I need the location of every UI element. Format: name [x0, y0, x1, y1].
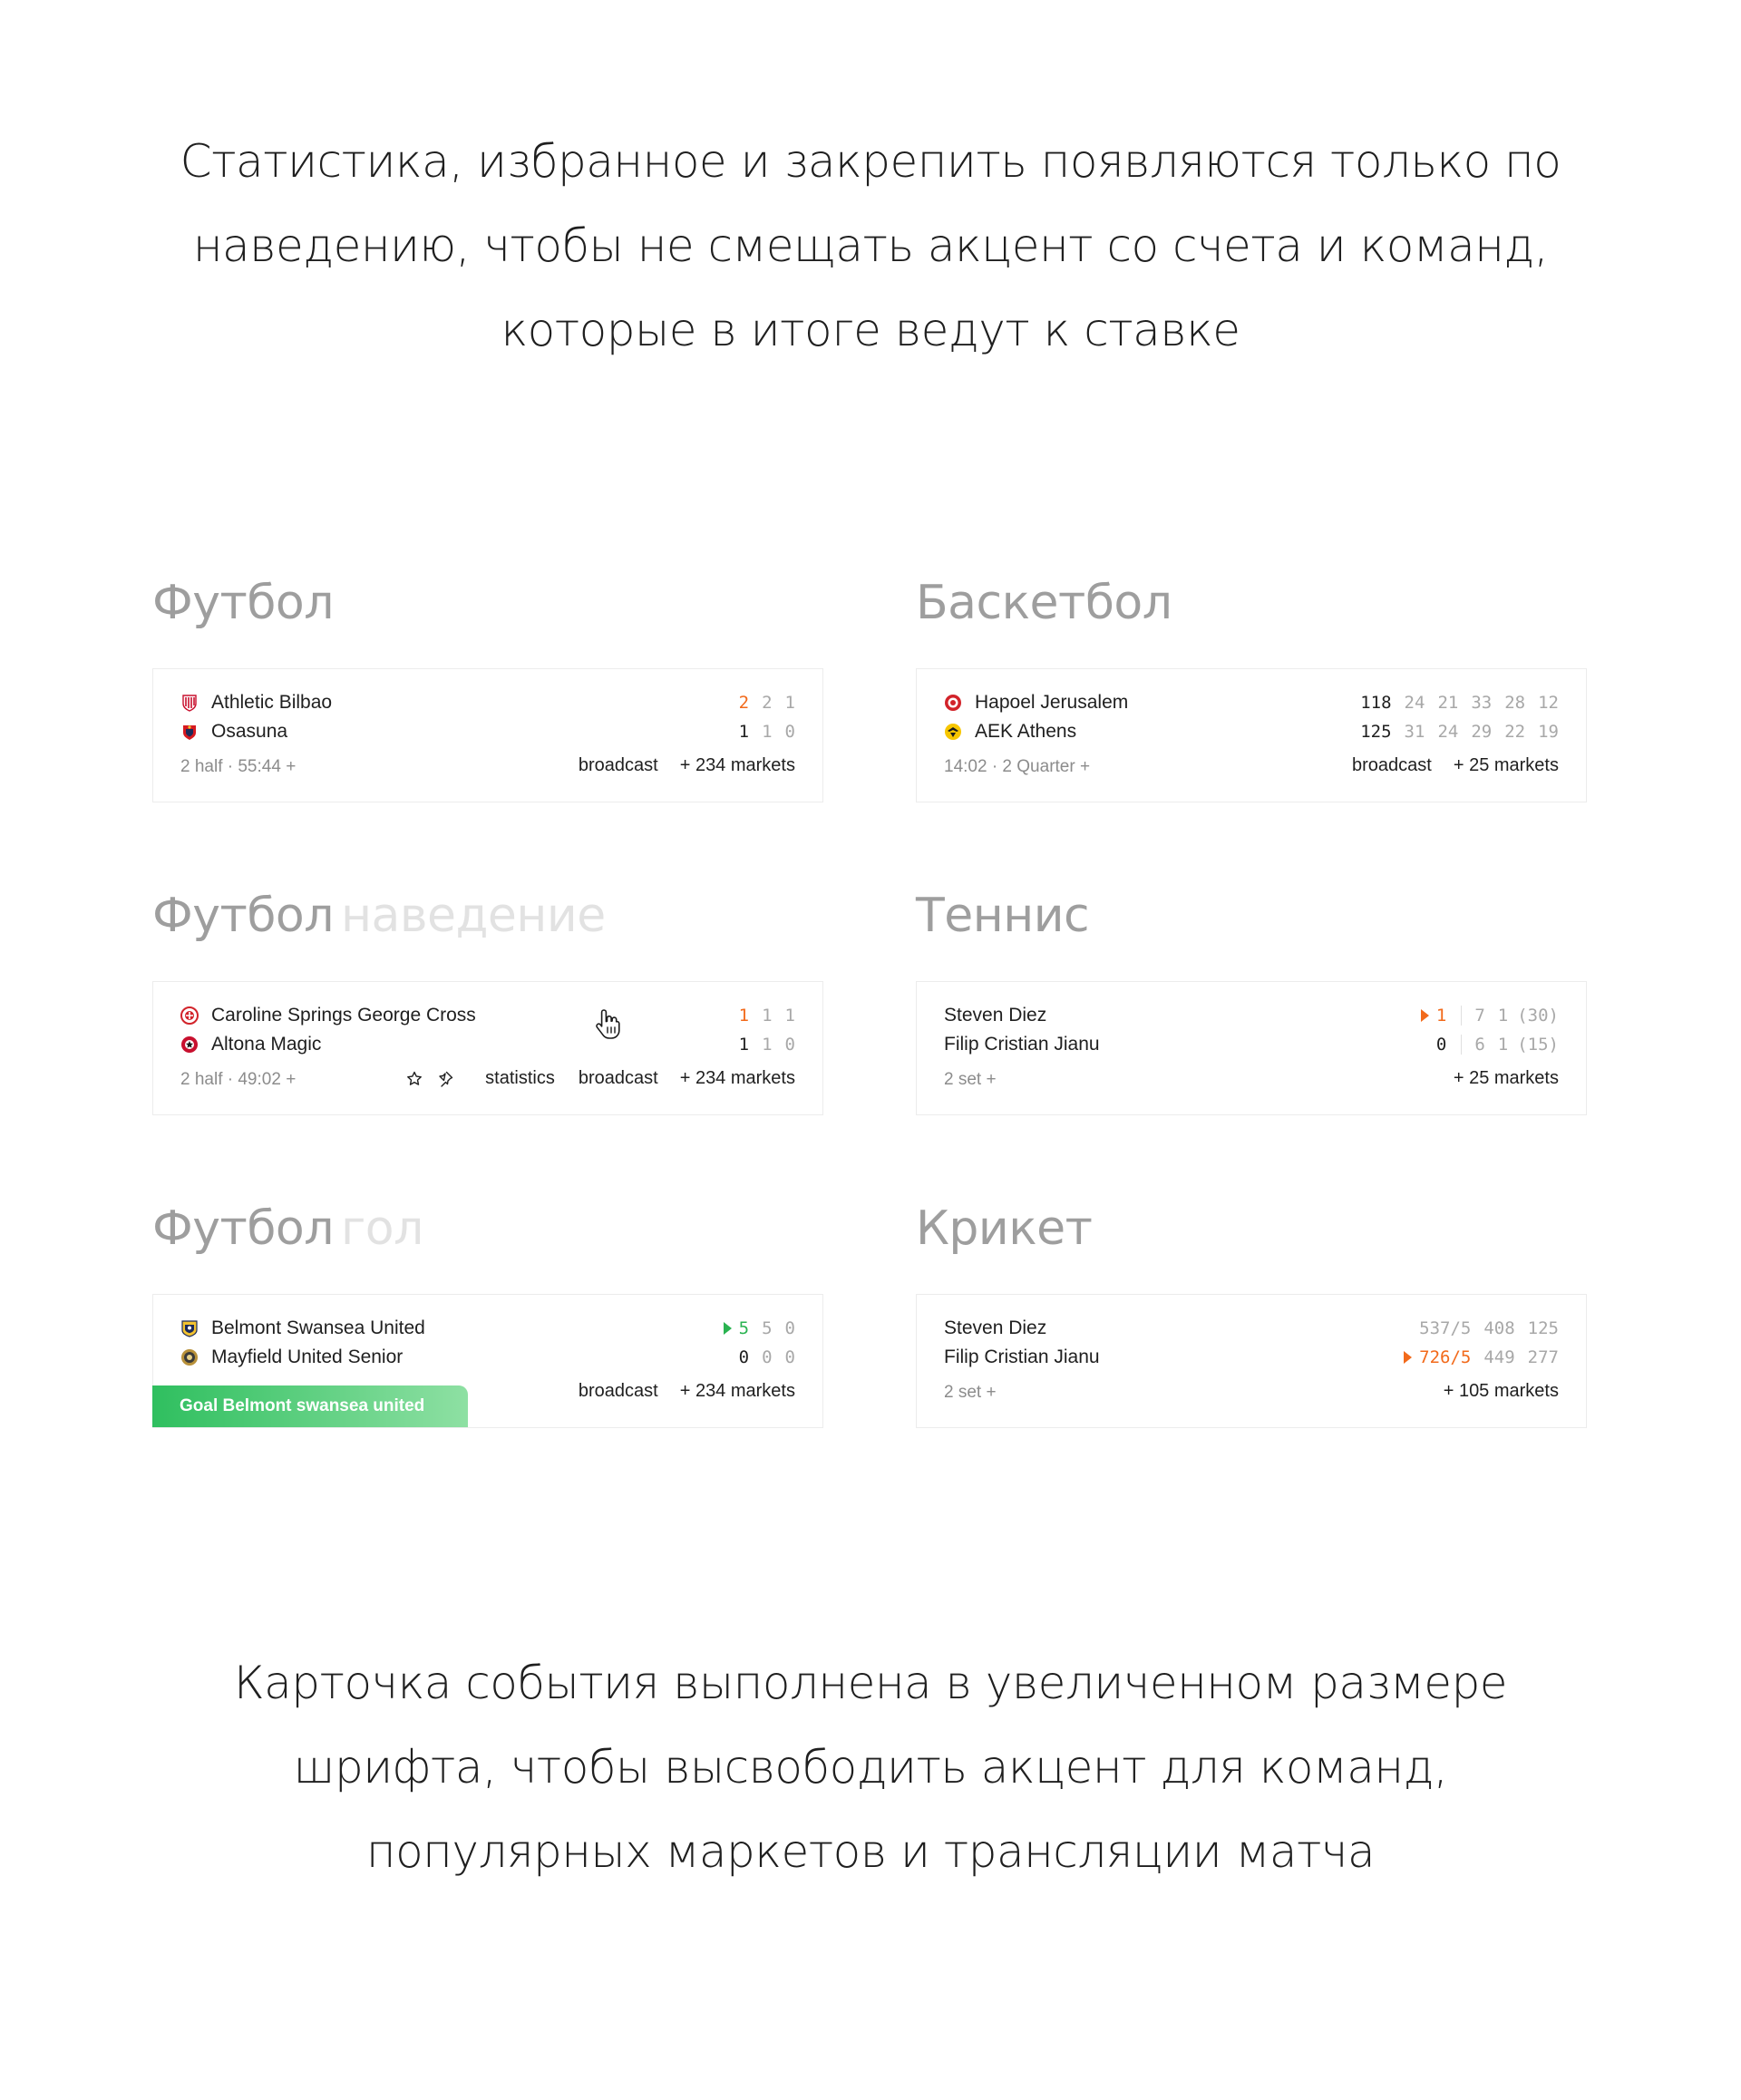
mayfield-united-logo-icon: [180, 1348, 199, 1366]
event-card-basketball[interactable]: [916, 668, 1587, 802]
event-card-football[interactable]: [152, 668, 823, 802]
caption-line: Карточка события выполнена в увеличенном размере: [233, 1657, 1508, 1709]
team-row[interactable]: [180, 1004, 476, 1027]
player-name: Steven Diez: [944, 1317, 1047, 1338]
section-subtitle: наведение: [340, 889, 606, 943]
markets-link[interactable]: + 234 markets: [679, 1381, 795, 1401]
section-title-basketball: Баскетбол: [916, 576, 1172, 630]
card-actions: [1432, 1068, 1559, 1089]
caption-line: популярных маркетов и трансляции матча: [365, 1825, 1376, 1878]
score-row: 0 0 0: [738, 1347, 795, 1367]
goal-indicator-icon: [724, 1322, 732, 1335]
team-name: Altona Magic: [211, 1034, 322, 1055]
goal-notification-banner: Goal Belmont swansea united: [152, 1385, 468, 1427]
team-name: Caroline Springs George Cross: [211, 1005, 476, 1026]
markets-link[interactable]: + 234 markets: [679, 755, 795, 775]
team-name: Hapoel Jerusalem: [975, 692, 1129, 713]
player-name: Filip Cristian Jianu: [944, 1034, 1100, 1055]
event-card-football-hover[interactable]: [152, 981, 823, 1115]
section-title-cricket: Крикет: [916, 1201, 1093, 1256]
team-row[interactable]: [180, 691, 332, 715]
caption-line: которые в итоге ведут к ставке: [501, 304, 1240, 356]
caroline-springs-logo-icon: [180, 1006, 199, 1025]
match-status[interactable]: 14:02 · 2 Quarter +: [944, 757, 1091, 776]
score-row: 1 7 1 (30): [1408, 1004, 1559, 1027]
card-actions: [393, 1068, 795, 1089]
match-status[interactable]: 2 half · 55:44 +: [180, 757, 297, 776]
card-actions: [557, 755, 795, 776]
score-row: 2 2 1: [738, 693, 795, 713]
match-status[interactable]: 2 set +: [944, 1070, 997, 1089]
caption-line: шрифта, чтобы высвободить акцент для команд,: [293, 1741, 1448, 1794]
card-actions: [557, 1381, 795, 1402]
broadcast-link[interactable]: broadcast: [578, 755, 658, 775]
team-name: Mayfield United Senior: [211, 1347, 404, 1367]
score-row: 537/5 408 125: [1419, 1318, 1559, 1338]
section-subtitle: гол: [340, 1201, 423, 1256]
team-name: Athletic Bilbao: [211, 692, 333, 713]
card-actions: [1330, 755, 1559, 776]
player-row[interactable]: [944, 1033, 1100, 1056]
team-row[interactable]: [180, 1317, 425, 1340]
top-caption: [0, 120, 1741, 373]
altona-magic-logo-icon: [180, 1035, 199, 1054]
match-status[interactable]: 2 half · 49:02 +: [180, 1070, 297, 1089]
caption-line: Статистика, избранное и закрепить появляются только по: [180, 135, 1561, 188]
score-row: 5 5 0: [711, 1317, 795, 1340]
section-title-tennis: Теннис: [916, 889, 1090, 943]
broadcast-link[interactable]: broadcast: [578, 1381, 658, 1401]
event-card-cricket[interactable]: [916, 1294, 1587, 1428]
bottom-caption: [0, 1641, 1741, 1894]
section-title-football-hover: Футбол наведение: [152, 889, 606, 943]
batting-indicator-icon: [1404, 1351, 1412, 1364]
caption-line: наведению, чтобы не смещать акцент со счета и команд,: [192, 219, 1549, 272]
broadcast-link[interactable]: broadcast: [1351, 755, 1432, 775]
event-card-tennis[interactable]: [916, 981, 1587, 1115]
markets-link[interactable]: + 234 markets: [679, 1068, 795, 1088]
section-title-football-goal: Футбол гол: [152, 1201, 423, 1256]
team-row[interactable]: [180, 1346, 403, 1369]
athletic-bilbao-logo-icon: [180, 694, 199, 712]
markets-link[interactable]: + 25 markets: [1453, 1068, 1559, 1088]
hapoel-jerusalem-logo-icon: [944, 694, 962, 712]
belmont-swansea-logo-icon: [180, 1319, 199, 1337]
broadcast-link[interactable]: broadcast: [578, 1068, 658, 1088]
team-row[interactable]: [180, 1033, 321, 1056]
team-row[interactable]: [944, 720, 1076, 744]
aek-athens-logo-icon: [944, 723, 962, 741]
player-row[interactable]: [944, 1317, 1046, 1340]
section-title-football: Футбол: [152, 576, 334, 630]
team-row[interactable]: [180, 720, 287, 744]
player-row[interactable]: [944, 1346, 1100, 1369]
player-row[interactable]: [944, 1004, 1046, 1027]
score-row: 118 24 21 33 28 12: [1360, 693, 1559, 713]
team-name: Osasuna: [211, 721, 288, 742]
score-row: 1 1 1: [738, 1006, 795, 1026]
score-row: 726/5 449 277: [1391, 1346, 1559, 1369]
markets-link[interactable]: + 105 markets: [1443, 1381, 1559, 1401]
serve-indicator-icon: [1421, 1009, 1429, 1022]
card-actions: [1422, 1381, 1559, 1402]
event-card-football-goal[interactable]: [152, 1294, 823, 1428]
score-row: 1 1 0: [738, 1035, 795, 1055]
statistics-link[interactable]: statistics: [485, 1068, 555, 1088]
favorite-star-icon[interactable]: [405, 1070, 423, 1088]
score-row: 1 1 0: [738, 722, 795, 742]
team-name: Belmont Swansea United: [211, 1317, 425, 1338]
match-status[interactable]: 2 set +: [944, 1383, 997, 1402]
team-row[interactable]: [944, 691, 1128, 715]
osasuna-logo-icon: [180, 723, 199, 741]
team-name: AEK Athens: [975, 721, 1077, 742]
player-name: Filip Cristian Jianu: [944, 1347, 1100, 1367]
pin-icon[interactable]: [436, 1070, 454, 1088]
score-row: 125 31 24 29 22 19: [1360, 722, 1559, 742]
markets-link[interactable]: + 25 markets: [1453, 755, 1559, 775]
player-name: Steven Diez: [944, 1005, 1047, 1026]
hand-cursor-icon: [594, 1007, 625, 1042]
score-row: 0 6 1 (15): [1435, 1035, 1559, 1055]
